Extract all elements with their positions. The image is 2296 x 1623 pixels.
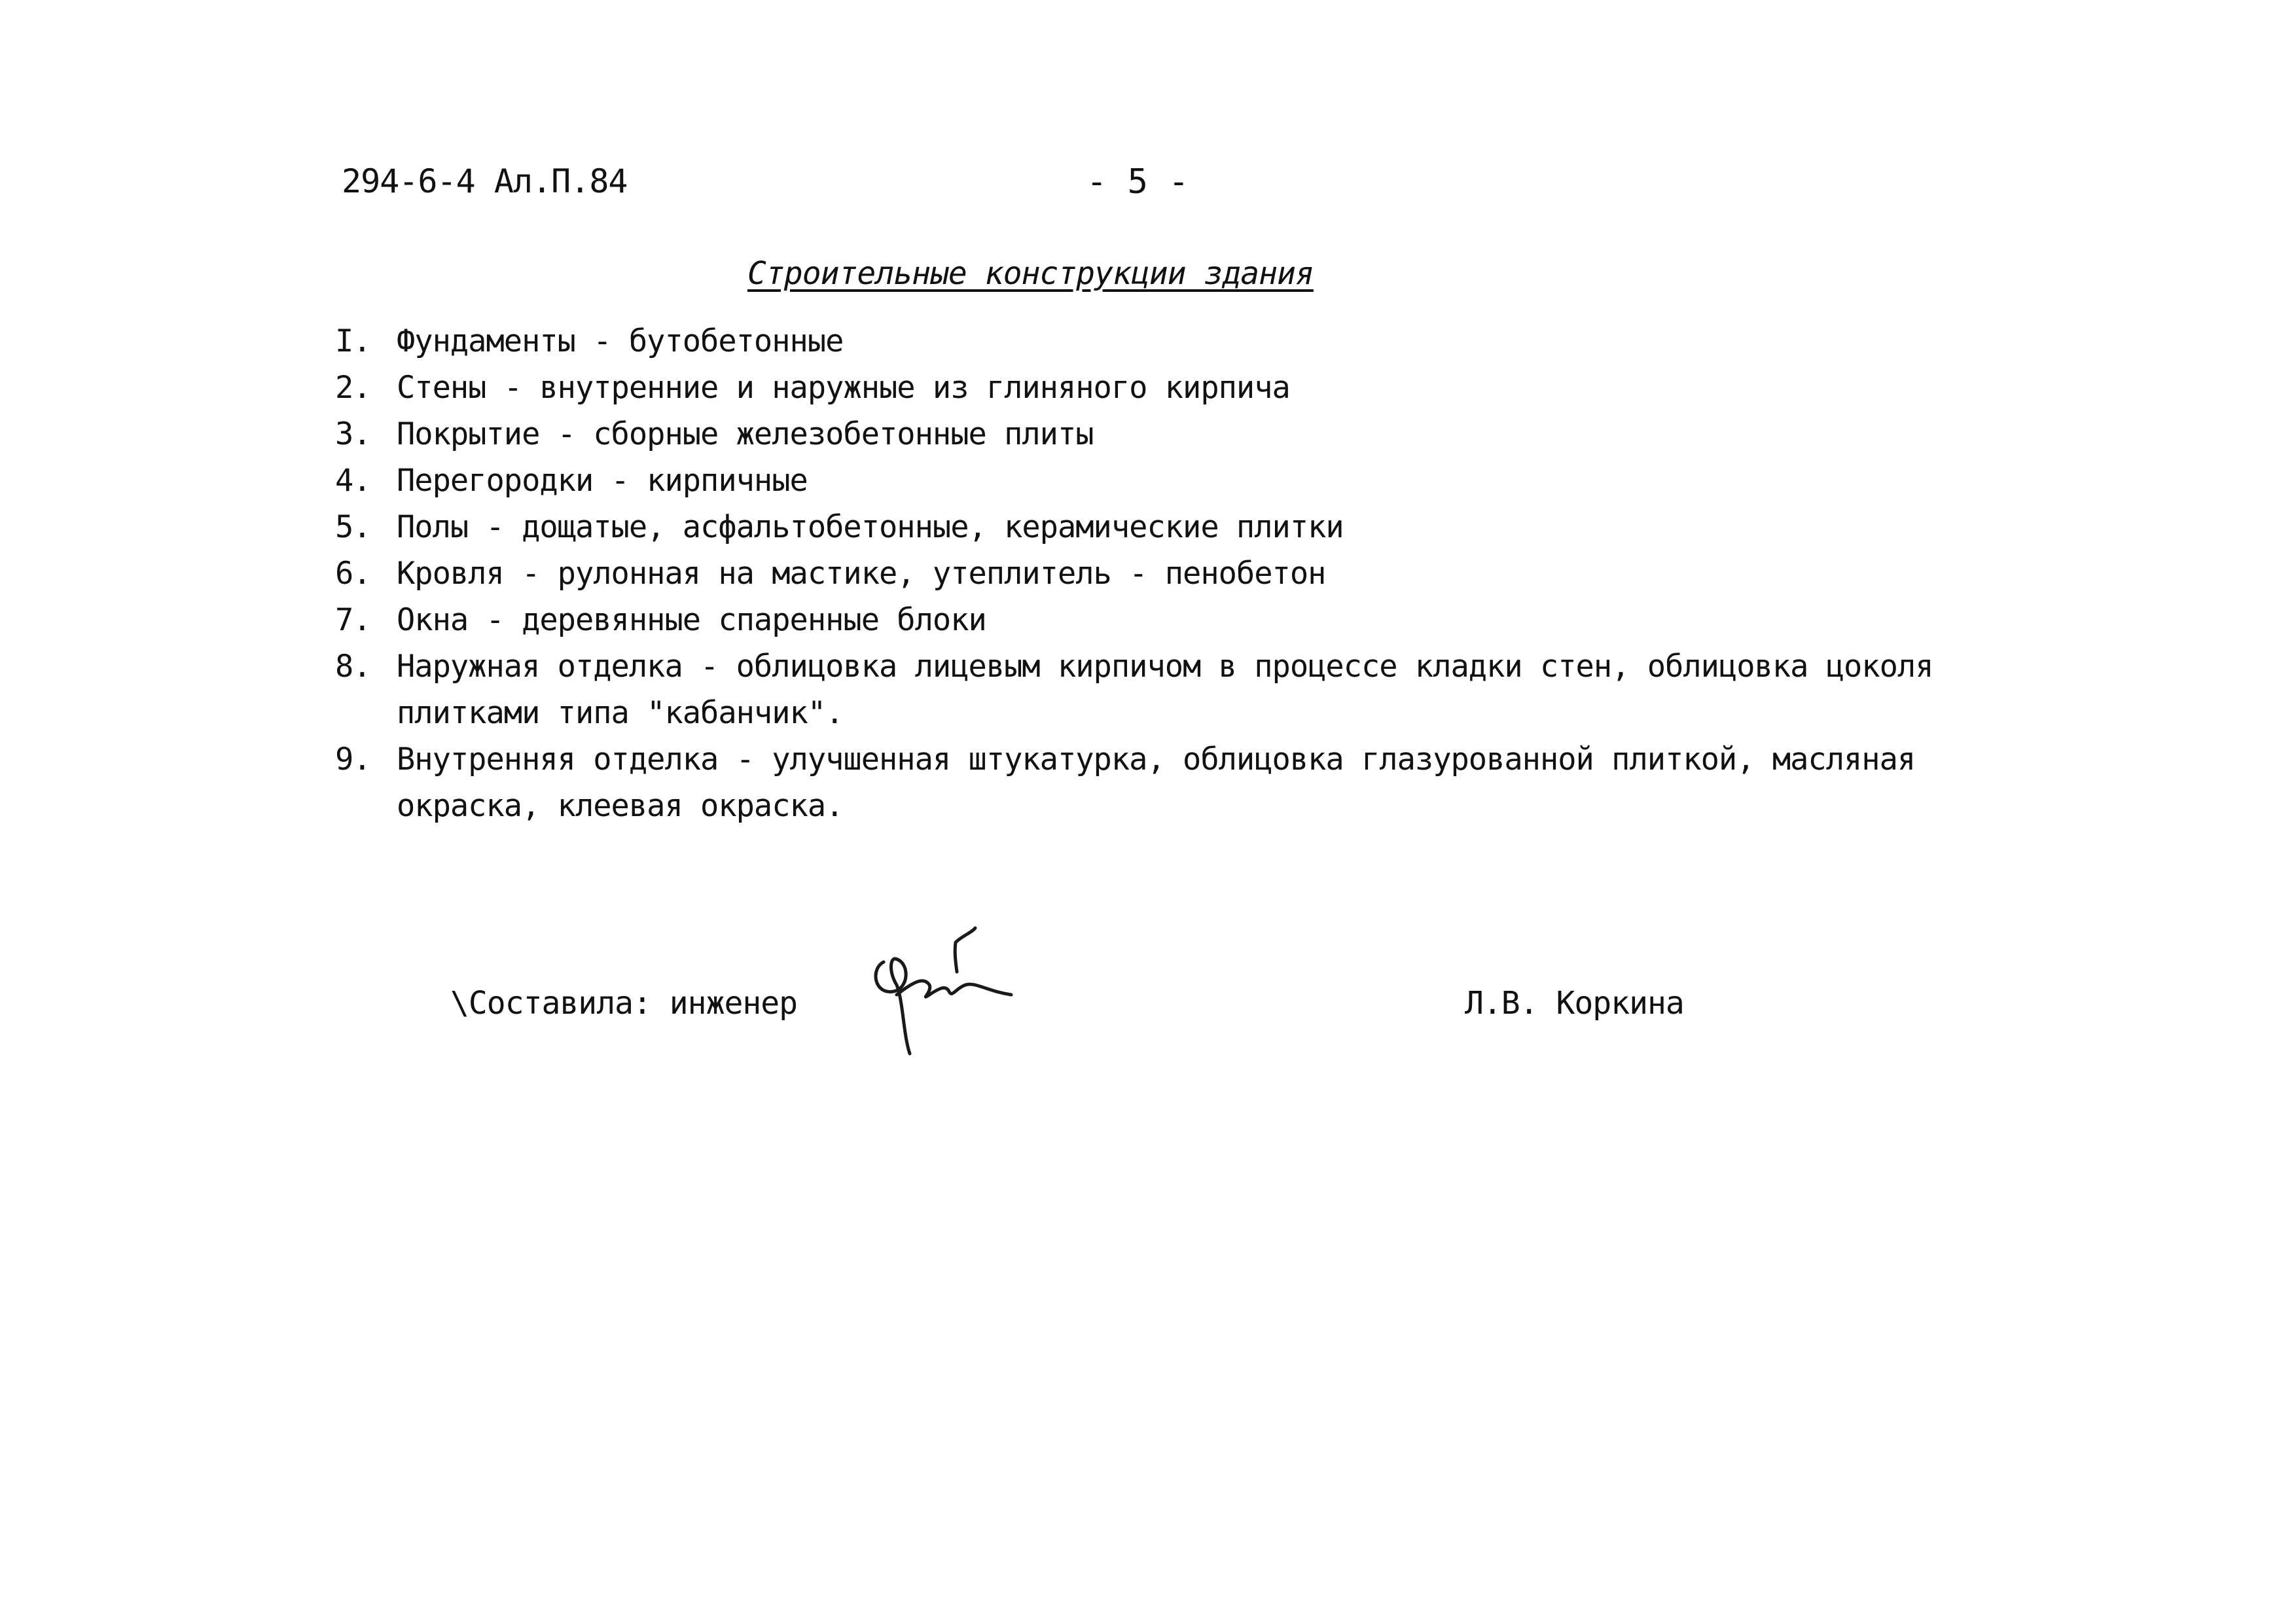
- item-text: Покрытие - сборные железобетонные плиты: [397, 416, 1094, 452]
- item-number: 8.: [335, 649, 371, 685]
- list-item: [335, 365, 2011, 411]
- item-text: Кровля - рулонная на мастике, утеплитель - пенобетон: [397, 556, 1326, 592]
- item-text: Перегородки - кирпичные: [397, 463, 808, 499]
- item-number: 4.: [335, 463, 371, 499]
- construction-list: [335, 318, 2011, 829]
- item-text: Внутренняя отделка - улучшенная штукатурка, облицовка глазурованной плиткой, масляная окраска, клеевая окраска.: [397, 741, 1916, 824]
- page-number: - 5 -: [1086, 162, 1189, 202]
- document-code: 294-6-4 Ал.П.84: [342, 162, 628, 200]
- section-title: Строительные конструкции здания: [747, 255, 1314, 292]
- item-text: Окна - деревянные спаренные блоки: [397, 602, 986, 638]
- list-item: [335, 736, 2011, 829]
- item-number: 9.: [335, 741, 371, 777]
- signature-image: [857, 923, 1028, 1067]
- item-number: I.: [335, 323, 371, 359]
- list-item: [335, 318, 2011, 365]
- list-item: [335, 457, 2011, 504]
- list-item: [335, 643, 2011, 736]
- list-item: [335, 411, 2011, 457]
- composer-name: Л.В. Коркина: [1465, 985, 1684, 1022]
- item-number: 3.: [335, 416, 371, 452]
- item-text: Фундаменты - бутобетонные: [397, 323, 844, 359]
- list-item: [335, 504, 2011, 550]
- item-text: Стены - внутренние и наружные из глиняного кирпича: [397, 370, 1290, 406]
- item-number: 7.: [335, 602, 371, 638]
- list-item: [335, 550, 2011, 597]
- item-number: 5.: [335, 509, 371, 545]
- item-number: 2.: [335, 370, 371, 406]
- composer-label: \Составила: инженер: [450, 985, 798, 1022]
- list-item: [335, 597, 2011, 643]
- item-text: Наружная отделка - облицовка лицевым кирпичом в процессе кладки стен, облицовка цоколя плитками типа "кабанчик".: [397, 649, 1933, 731]
- item-text: Полы - дощатые, асфальтобетонные, керамические плитки: [397, 509, 1344, 545]
- item-number: 6.: [335, 556, 371, 592]
